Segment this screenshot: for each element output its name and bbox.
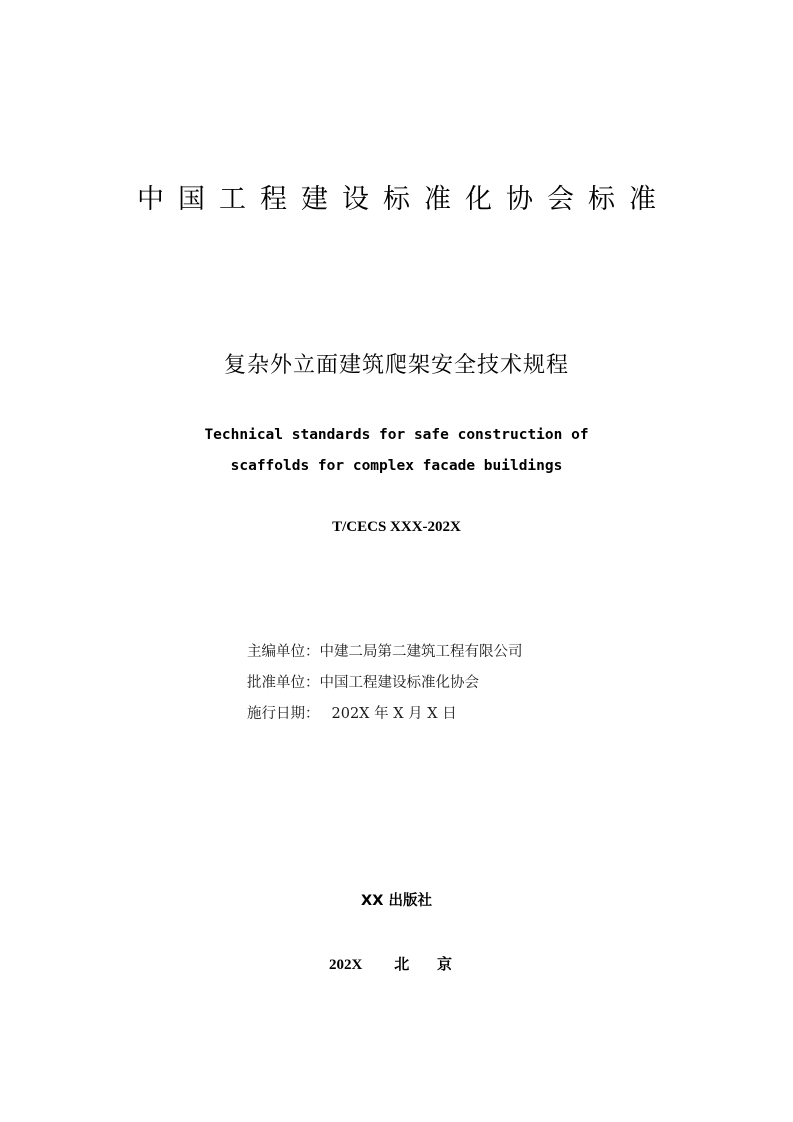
editor-unit-label: 主编单位： [247, 644, 320, 660]
approver-unit-row [247, 672, 479, 694]
approver-unit-value: 中国工程建设标准化协会 [319, 675, 479, 691]
standard-code: T/CECS XXX-202X [332, 519, 461, 535]
organization-title: 中国工程建设标准化协会标准 [137, 184, 670, 215]
publication-year: 202X [328, 957, 363, 973]
publication-city: 北 京 [394, 957, 465, 973]
effective-date-value: 202X 年 X 月 X 日 [331, 706, 457, 722]
publication-year-and-city [0, 954, 793, 976]
standard-title-chinese: 复杂外立面建筑爬架安全技术规程 [223, 353, 569, 378]
standard-title-english-line-2: scaffolds for complex facade buildings [230, 458, 563, 474]
approver-unit-label: 批准单位： [247, 675, 320, 691]
effective-date-row [247, 703, 457, 725]
effective-date-label: 施行日期： [247, 706, 320, 722]
editor-unit-row [247, 641, 523, 663]
standard-title-english-line-1: Technical standards for safe construction of [204, 427, 589, 443]
editor-unit-value: 中建二局第二建筑工程有限公司 [319, 644, 523, 660]
publisher-name: XX 出版社 [361, 893, 432, 909]
